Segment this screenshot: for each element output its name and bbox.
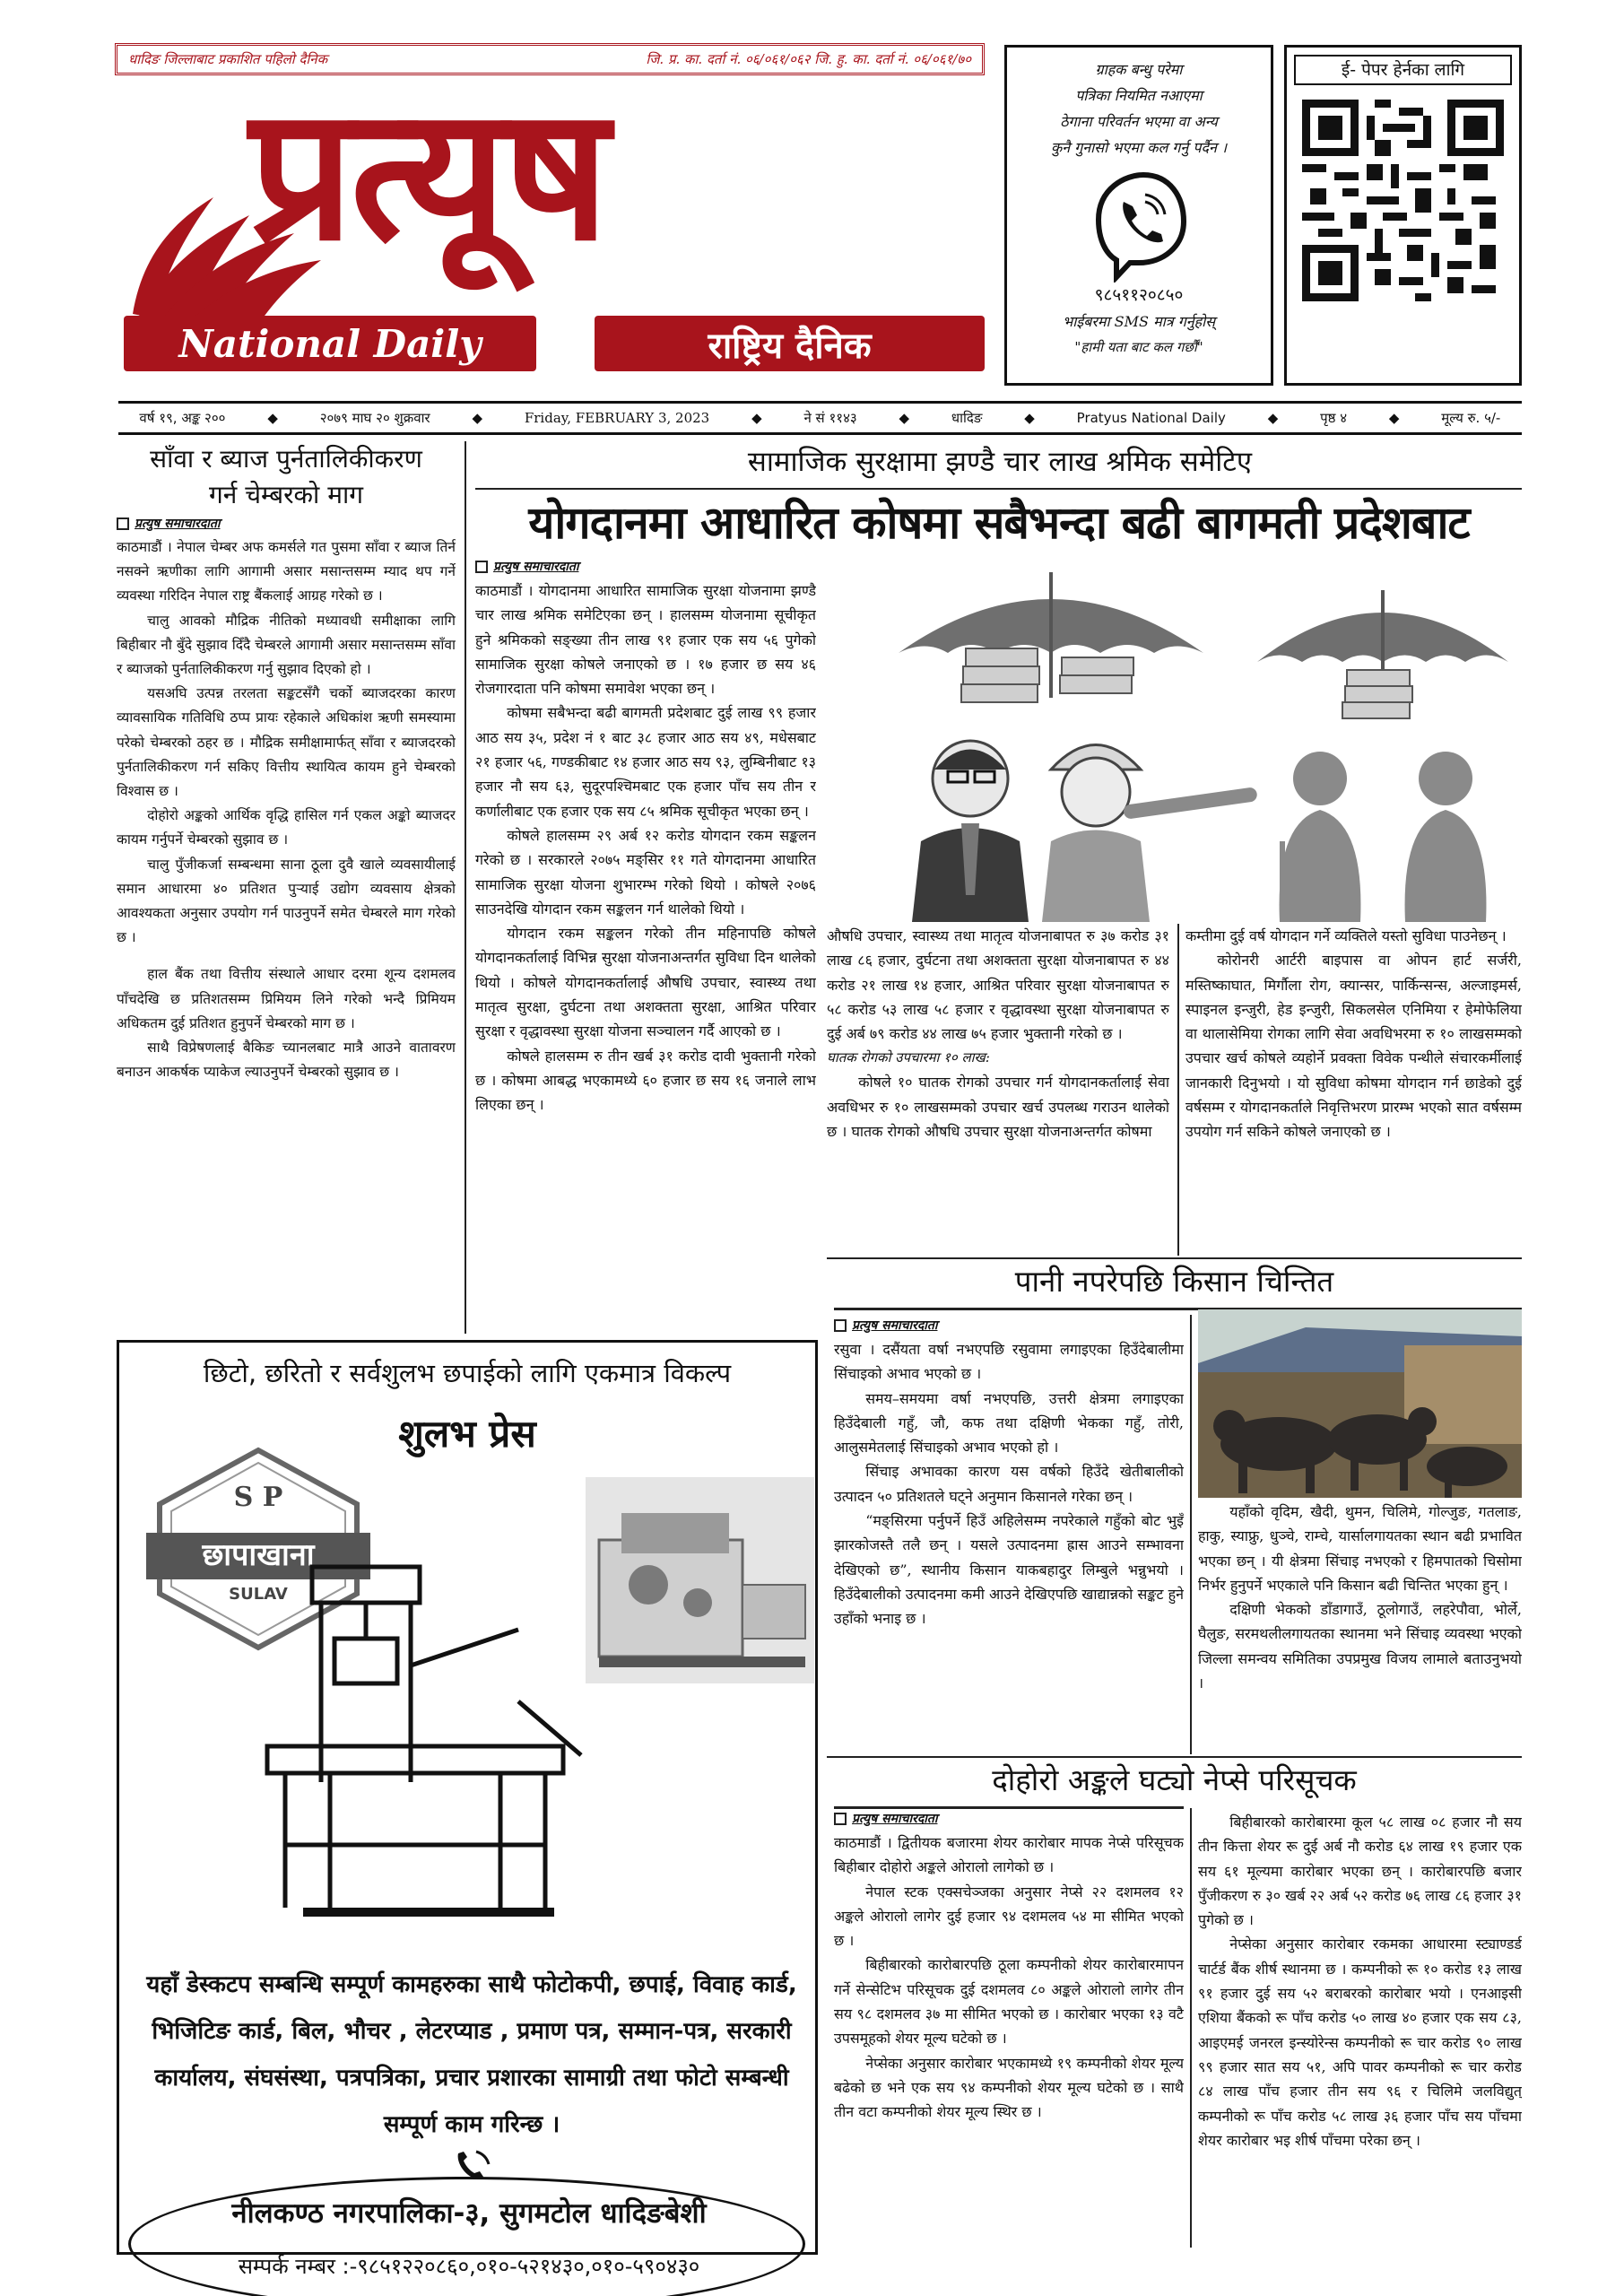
paragraph: दोहोरो अङ्कको आर्थिक वृद्धि हासिल गर्न एकल अङ्को ब्याजदर कायम गर्नुपर्ने चेम्बरको सुझाव छ । bbox=[117, 807, 456, 848]
badge-top-text: S P bbox=[233, 1482, 283, 1513]
paragraph: कोषले हालसम्म रु तीन खर्ब ३१ करोड दावी भुक्तानी गरेको छ । कोषमा आबद्ध भएकामध्ये ६० हजार छ सय १६ जनाले लाभ लिएका छन् । bbox=[475, 1047, 816, 1114]
buffalo-photo bbox=[1198, 1309, 1522, 1498]
notice-line: ग्राहक बन्धु परेमा bbox=[1095, 61, 1183, 78]
notice-line: कुनै गुनासो भएमा कल गर्नु पर्दैन । bbox=[1050, 139, 1228, 156]
ad-address: नीलकण्ठ नगरपालिका-३, सुगमटोल धादिङबेशी bbox=[231, 2197, 707, 2230]
ad-header: छिटो, छरितो र सर्वशुलभ छपाईको लागि एकमात्र विकल्प bbox=[203, 1358, 732, 1388]
masthead bbox=[115, 43, 1012, 384]
column-divider bbox=[465, 441, 466, 1334]
farmers-article-col1-body bbox=[834, 1337, 1184, 1631]
paragraph: नेपाल स्टक एक्सचेञ्जका अनुसार नेप्से २२ दशमलव १२ अङ्कले ओरालो लागेर दुई हजार ९४ दशमलव ५४ मा सीमित भएको छ । bbox=[834, 1883, 1184, 1950]
paragraph: बिहीबारको कारोबारमा कूल ५८ लाख ०८ हजार नौ सय तीन कित्ता शेयर रू दुई अर्ब नौ करोड ६४ लाख १९ हजार एक सय ६१ मूल्यमा कारोबार भएका छन् । कारोबारपछि बजार पुँजीकरण रु ३० खर्ब २२ अर्ब ५२ करोड ७६ लाख ८६ हजार ३१ पुगेको छ । bbox=[1198, 1813, 1522, 1929]
headline-line: साँवा र ब्याज पुर्नतालिकीकरण bbox=[150, 444, 422, 474]
paragraph: बिहीबारको कारोबारपछि ठूला कम्पनीको शेयर कारोबारमापन गर्ने सेन्सेटिभ परिसूचक दुई दशमलव ८० अङ्कले ओरालो लागेर तीन सय ९८ दशमलव ३७ मा सीमित भएको छ । कारोबार भएका १३ वटै उपसमूहको शेयर मूल्य घटेको छ । bbox=[834, 1956, 1184, 2048]
reader-notice-box bbox=[1004, 45, 1273, 386]
masthead-registration: जि. प्र. का. दर्ता नं. ०६/०६१/०६२ जि. हु. का. दर्ता नं. ०६/०६१/७० bbox=[646, 51, 971, 67]
nepse-article-col2-body bbox=[1198, 1810, 1522, 2152]
viber-number: ९८५११२०८५० bbox=[1094, 285, 1184, 305]
lead-article-col3-body bbox=[1185, 924, 1522, 1144]
dateline-nepal-sambat: ने सं ११४३ bbox=[803, 410, 857, 426]
left-article-byline: प्रत्युष समाचारदाता bbox=[117, 515, 456, 532]
lead-article-col2 bbox=[827, 924, 1169, 1256]
dateline-bar: वर्ष १९, अङ्क २०० ◆ २०७९ माघ २० शुक्रवार ◆ Friday, FEBRUARY 3, 2023 ◆ ने सं ११४३ ◆ धादिङ ◆ Pratyus National Daily ◆ पृष्ठ ४ ◆ मूल्य रु. ५/- bbox=[118, 401, 1522, 435]
paragraph: काठमाडौं । नेपाल चेम्बर अफ कमर्सले गत पुसमा साँवा र ब्याज तिर्न नसक्ने ऋणीका लागि आगामी असार मसान्तसम्म म्याद थप गर्ने व्यवस्था गरिदिन नेपाल राष्ट्र बैंकलाई आग्रह गरेको छ । bbox=[117, 539, 456, 604]
lead-article-headline: योगदानमा आधारित कोषमा सबैभन्दा बढी बागमती प्रदेशबाट bbox=[528, 497, 1470, 549]
paragraph: “मङ्सिरमा पर्नुपर्ने हिउँ अहिलेसम्म नपरेकाले गहुँको बोट भुइँ झारकोजस्तै तलै छन् । यसले उत्पादनमा ह्रास आउने सम्भावना देखिएको छ”, स्थानीय किसान याकबहादुर लिम्बुले भन्नुभयो । हिउँदेबालीको उत्पादनमा कमी आउने देखिएपछि खाद्यान्नको सङ्कट हुने उहाँको भनाइ छ । bbox=[834, 1512, 1184, 1628]
dateline-name-english: Pratyus National Daily bbox=[1076, 410, 1226, 426]
farmers-article-col2 bbox=[1198, 1500, 1522, 1754]
masthead-top-note: धादिङ जिल्लाबाट प्रकाशित पहिलो दैनिक bbox=[128, 51, 328, 67]
nepse-article-col1-body bbox=[834, 1831, 1184, 2125]
lead-article-col3 bbox=[1185, 924, 1522, 1256]
subhead: घातक रोगको उपचारमा १० लाख: bbox=[827, 1049, 990, 1066]
paragraph: साथै विप्रेषणलाई बैकिङ च्यानलबाट मात्रै आउने वातावरण बनाउन आकर्षक प्याकेज ल्याउनुपर्ने चेम्बरको सुझाव छ । bbox=[117, 1039, 456, 1081]
kicker-rule bbox=[475, 488, 1522, 490]
left-article-headline bbox=[117, 441, 456, 513]
nepse-article-headline: दोहोरो अङ्कले घट्यो नेप्से परिसूचक bbox=[992, 1762, 1357, 1797]
paragraph: रसुवा । दसैंयता वर्षा नभएपछि रसुवामा लगाइएका हिउँदेबालीमा सिंचाइको अभाव भएको छ । bbox=[834, 1341, 1184, 1383]
paragraph: चालु पुँजीकर्जा सम्बन्धमा साना ठूला दुवै खाले व्यवसायीलाई समान आधारमा ४० प्रतिशत पुऱ्याई उद्योग व्यवसाय क्षेत्रको आवश्यकता अनुसार उपयोग गर्न पाउनुपर्ने समेत चेम्बरले माग गरेको छ । bbox=[117, 856, 456, 946]
badge-main-text: छापाखाना bbox=[202, 1537, 315, 1573]
notice-line: ठेगाना परिवर्तन भएमा वा अन्य bbox=[1060, 113, 1218, 130]
tagline-english bbox=[124, 316, 536, 371]
qr-code-icon bbox=[1302, 100, 1504, 301]
newspaper-logo bbox=[115, 68, 989, 377]
lead-article-col1-body bbox=[475, 578, 816, 1118]
paragraph: कोषमा सबैभन्दा बढी बागमती प्रदेशबाट दुई लाख ९९ हजार आठ सय ३५, प्रदेश नं १ बाट ३८ हजार आठ सय ४९, मधेसबाट २१ हजार ५६, गण्डकीबाट १४ हजार आठ सय ९३, लुम्बिनीबाट १३ हजार नौ सय ६३, सुदूरपश्चिमबाट एक हजार पाँच सय तीन र कर्णालीबाट एक हजार एक सय ८५ श्रमिक सूचीकृत भएका छन् । bbox=[475, 704, 816, 820]
offset-press-photo bbox=[586, 1477, 814, 1683]
ad-contact-numbers: सम्पर्क नम्बर :-९८५१२२०८६०,०१०-५२१४३०,०१०-५९०४३० bbox=[238, 2254, 700, 2279]
dateline-price: मूल्य रु. ५/- bbox=[1441, 410, 1501, 426]
tagline-english-text: National Daily bbox=[178, 321, 482, 366]
paragraph: सिंचाइ अभावका कारण यस वर्षको हिउँदे खेतीबालीको उत्पादन ५० प्रतिशतले घट्ने अनुमान किसानले गरेका छन् । bbox=[834, 1463, 1184, 1505]
epaper-label: ई- पेपर हेर्नका लागि bbox=[1294, 55, 1512, 85]
checkbox-icon bbox=[834, 1319, 847, 1332]
paragraph: काठमाडौं । द्वितीयक बजारमा शेयर कारोबार मापक नेप्से परिसूचक बिहीबार दोहोरो अङ्कले ओरालो लागेको छ । bbox=[834, 1834, 1184, 1876]
nepse-article-byline: प्रत्युष समाचारदाता bbox=[834, 1810, 1184, 1827]
paragraph: यहाँको वृदिम, खैदी, थुमन, चिलिमे, गोल्जुङ, गतलाङ, हाकु, स्याफ्रु, धुञ्चे, राम्चे, यार्सालगायतका स्थान बढी प्रभावित भएका छन् । यी क्षेत्रमा सिंचाइ नभएको र हिमपातको चिसोमा निर्भर हुनुपर्ने भएकाले पनि किसान बढी चिन्तित भएका हुन् । bbox=[1198, 1503, 1522, 1594]
paragraph: नेप्सेका अनुसार कारोबार रकमका आधारमा स्ट्याण्डर्ड चार्टर्ड बैंक शीर्ष स्थानमा छ । कम्पनीको रू १० करोड १३ लाख ९१ हजार दुई सय ५२ बराबरको कारोबार भयो । एनआइसी एशिया बैंकको रू पाँच करोड ५० लाख ४० हजार एक सय ८३, आइएमई जनरल इन्स्योरेन्स कम्पनीको रू चार करोड ९० लाख ९९ हजार सात सय ५१, अपि पावर कम्पनीको रू चार करोड ८४ लाख पाँच हजार तीन सय ९६ र चिलिमे जलविद्युत् कम्पनीको रू पाँच करोड ५८ लाख ३६ हजार पाँच सय पाँचमा शेयर कारोबार भइ शीर्ष पाँचमा परेका छन् । bbox=[1198, 1935, 1522, 2149]
headline-line: गर्न चेम्बरको माग bbox=[209, 480, 363, 509]
viber-icon bbox=[1081, 166, 1197, 283]
paragraph: चालु आवको मौद्रिक नीतिको मध्यावधी समीक्षाका लागि बिहीबार नौ बुँदे सुझाव दिँदै चेम्बरले आगामी असार मसान्तसम्म साँवा र ब्याजको पुर्नतालिकीकरण गर्नु सुझाव दिएको हो । bbox=[117, 612, 456, 678]
notice-line: पत्रिका नियमित नआएमा bbox=[1075, 87, 1203, 104]
viber-note: भाईबरमा SMS मात्र गर्नुहोस् bbox=[1062, 313, 1216, 330]
logo-wordmark: प्रत्यूष bbox=[249, 68, 606, 282]
dateline-date-english: Friday, FEBRUARY 3, 2023 bbox=[524, 410, 710, 426]
dateline-date-nepali: २०७९ माघ २० शुक्रवार bbox=[319, 410, 430, 426]
paragraph: दक्षिणी भेकको डाँडागाउँ, ठूलोगाउँ, लहरेपौवा, भोर्ले, घैलुङ, सरमथलीलगायतका स्थानमा भने सिंचाइ व्यवस्था भएको जिल्ला समन्वय समितिका उपप्रमुख विजय लामाले बताउनुभयो । bbox=[1198, 1601, 1522, 1692]
farmers-article-headline: पानी नपरेपछि किसान चिन्तित bbox=[1014, 1264, 1334, 1299]
paragraph: औषधि उपचार, स्वास्थ्य तथा मातृत्व योजनाबापत रु ३७ करोड ३१ लाख ८६ हजार, दुर्घटना तथा अशक्तता सुरक्षा योजनाबापत रु ४४ करोड २१ लाख १४ हजार, आश्रित परिवार सुरक्षा योजनाबापत रु ५८ करोड ५३ लाख ५८ हजार र वृद्धावस्था सुरक्षा योजनाबापत रु दुई अर्ब ७९ करोड ४४ लाख ७५ हजार भुक्तानी गरेको छ । bbox=[827, 927, 1169, 1043]
lead-article-byline: प्रत्युष समाचारदाता bbox=[475, 558, 816, 575]
left-article bbox=[117, 441, 456, 1334]
paragraph: कम्तीमा दुई वर्ष योगदान गर्ने व्यक्तिले यस्तो सुविधा पाउनेछन् । bbox=[1185, 927, 1507, 944]
farmers-article-col1 bbox=[834, 1315, 1184, 1754]
column-divider bbox=[1177, 924, 1179, 1256]
dateline-page: पृष्ठ ४ bbox=[1320, 410, 1348, 426]
column-divider bbox=[1190, 1315, 1192, 1754]
lead-article-col2-body bbox=[827, 924, 1169, 1144]
slogan: "हामी यता बाट कल गर्छौं" bbox=[1074, 339, 1203, 355]
ad-services: यहाँ डेस्कटप सम्बन्धि सम्पूर्ण कामहरुका साथै फोटोकपी, छपाई, विवाह कार्ड, भिजिटिङ कार्ड, बिल, भौचर , लेटरप्याड , प्रमाण पत्र, सम्मान-पत्र, सरकारी कार्यालय, संघसंस्था, पत्रपत्रिका, प्रचार प्रशारका सामाग्री तथा फोटो सम्बन्धी सम्पूर्ण काम गरिन्छ । bbox=[146, 1971, 797, 2138]
paragraph: कोरोनरी आर्टरी बाइपास वा ओपन हार्ट सर्जरी, मस्तिष्काघात, मिर्गौला रोग, क्यान्सर, पार्किन्सन्स, अल्जाइमर्स, स्पाइनल इन्जुरी, हेड इन्जुरी, सिकलसेल एनिमिया र हेमोफेलिया वा थालासेमिया रोगका लागि सेवा अवधिभरमा रु १० लाखसम्मको उपचार खर्च कोषले व्यहोर्ने प्रवक्ता विवेक पन्थीले संचारकर्मीलाई जानकारी दिनुभयो । यो सुविधा कोषमा योगदान गर्न छाडेको दुई वर्षसम्म र योगदानकर्ताले निवृत्तिभरण प्रारम्भ भएको सात वर्षसम्म उपयोग गर्न सकिने कोषले जनाएको छ । bbox=[1185, 952, 1522, 1141]
paragraph: काठमाडौं । योगदानमा आधारित सामाजिक सुरक्षा योजनामा झण्डै चार लाख श्रमिक समेटिएका छन् । हालसम्म योजनामा सूचीकृत हुने श्रमिकको सङ्ख्या तीन लाख ९१ हजार एक सय ५६ पुगेको सामाजिक सुरक्षा कोषले जनाएको छ । १७ हजार छ सय ४६ रोजगारदाता पनि कोषमा समावेश भएका छन् । bbox=[475, 582, 816, 698]
checkbox-icon bbox=[117, 517, 129, 530]
lead-article-kicker: सामाजिक सुरक्षामा झण्डै चार लाख श्रमिक समेटिए bbox=[747, 446, 1253, 478]
farmers-article-col2-body bbox=[1198, 1500, 1522, 1695]
lead-article-col1 bbox=[475, 556, 816, 1336]
left-article-body bbox=[117, 535, 456, 1084]
paragraph: नेप्सेका अनुसार कारोबार भएकामध्ये १९ कम्पनीको शेयर मूल्य बढेको छ भने एक सय ९४ कम्पनीको शेयर मूल्य घटेको छ । साथै तीन वटा कम्पनीको शेयर मूल्य स्थिर छ । bbox=[834, 2054, 1184, 2121]
paragraph: हाल बैंक तथा वित्तीय संस्थाले आधार दरमा शून्य दशमलव पाँचदेखि छ प्रतिशतसम्म प्रिमियम लिने गरेको भन्दै प्रिमियम अधिकतम दुई प्रतिशत हुनुपर्ने चेम्बरको माग छ । bbox=[117, 966, 456, 1031]
tagline-nepali bbox=[595, 316, 985, 371]
social-security-illustration bbox=[827, 554, 1522, 922]
checkbox-icon bbox=[834, 1813, 847, 1825]
nepse-article-col2 bbox=[1198, 1810, 1522, 2249]
hand-press-illustration bbox=[249, 1549, 599, 1917]
paragraph: यसअघि उत्पन्न तरलता सङ्कटसँगै चर्को ब्याजदरका कारण व्यावसायिक गतिविधि ठप्प प्रायः रहेकाले अधिकांश ऋणी समस्यामा परेको चेम्बरको ठहर छ । मौद्रिक समीक्षामार्फत् साँवा र ब्याजदरको पुर्नतालिकीकरण गर्न सकिए वित्तीय स्थायित्व कायम हुने चेम्बरको विश्वास छ । bbox=[117, 685, 456, 800]
checkbox-icon bbox=[475, 561, 488, 573]
badge-sub-text: SULAV bbox=[229, 1585, 288, 1604]
ad-title: शुलभ प्रेस bbox=[398, 1412, 536, 1456]
epaper-box bbox=[1284, 45, 1522, 386]
paragraph: कोषले १० घातक रोगको उपचार गर्न योगदानकर्तालाई सेवा अवधिभर रु १० लाखसम्मको उपचार खर्च उपलब्ध गराउन थालेको छ । घातक रोगको औषधि उपचार सुरक्षा योजनाअन्तर्गत कोषमा bbox=[827, 1074, 1169, 1141]
farmers-article-byline: प्रत्युष समाचारदाता bbox=[834, 1317, 1184, 1334]
dateline-year-issue: वर्ष १९, अङ्क २०० bbox=[139, 410, 226, 426]
paragraph: योगदान रकम सङ्कलन गरेको तीन महिनापछि कोषले योगदानकर्तालाई विभिन्न सुरक्षा योजनाअन्तर्गत सुविधा दिन थालेको थियो । कोषले योगदानकर्तालाई औषधि उपचार, स्वास्थ्य तथा मातृत्व सुरक्षा, दुर्घटना तथा अशक्तता सुरक्षा, आश्रित परिवार सुरक्षा र वृद्धावस्था सुरक्षा योजना सञ्चालन गर्दै आएको छ । bbox=[475, 925, 816, 1040]
column-divider bbox=[1190, 1808, 1192, 2248]
printing-press-ad bbox=[117, 1340, 818, 2279]
nepse-article-col1 bbox=[834, 1808, 1184, 2248]
paragraph: कोषले हालसम्म २९ अर्ब १२ करोड योगदान रकम सङ्कलन गरेको छ । सरकारले २०७५ मङ्सिर ११ गते योगदानमा आधारित सामाजिक सुरक्षा योजना शुभारम्भ गरेको थियो । कोषले २०७६ साउनदेखि योगदान रकम सङ्कलन गर्न थालेको थियो । bbox=[475, 826, 816, 918]
paragraph: समय–समयमा वर्षा नभएपछि, उत्तरी क्षेत्रमा लगाइएका हिउँदेबाली गहुँ, जौ, कफ तथा दक्षिणी भेकका गहुँ, तोरी, आलुसमेतलाई सिंचाइको अभाव भएको हो । bbox=[834, 1389, 1184, 1457]
dateline-place: धादिङ bbox=[951, 410, 983, 426]
tagline-nepali-text: राष्ट्रिय दैनिक bbox=[708, 325, 872, 367]
